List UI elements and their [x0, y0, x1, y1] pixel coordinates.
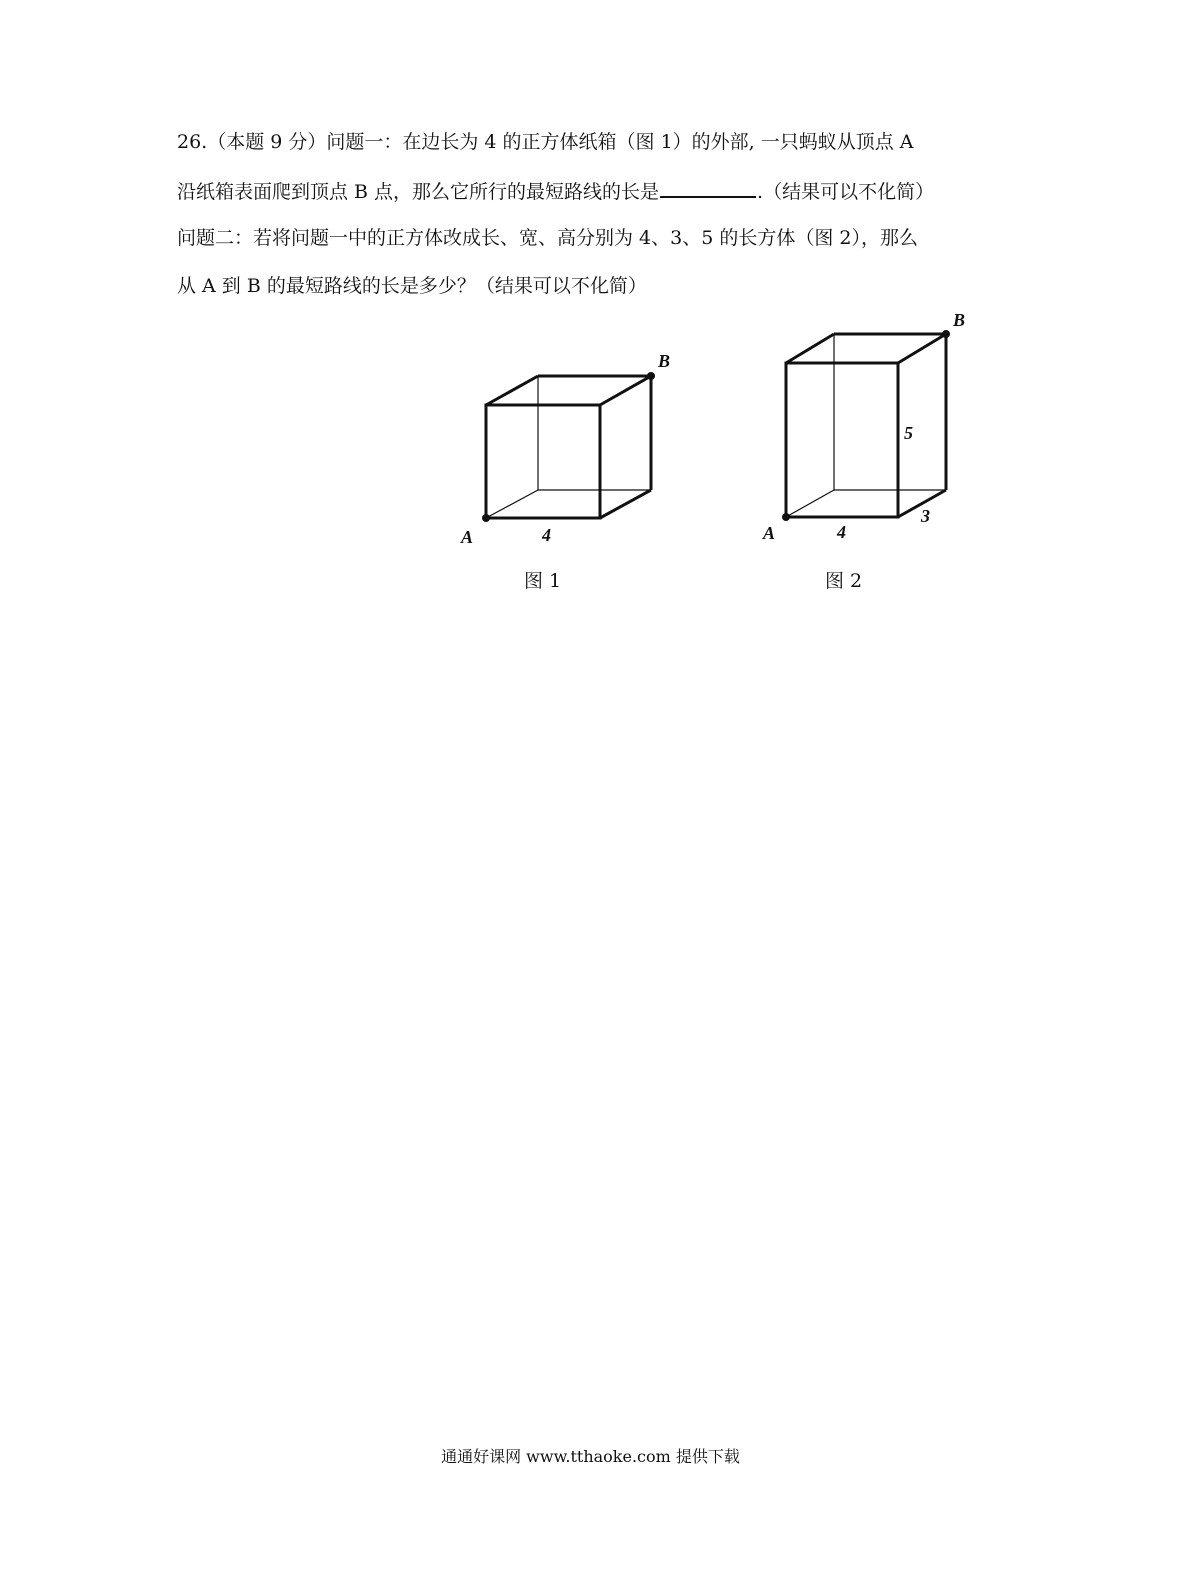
- figure-1-caption: 图 1: [524, 570, 562, 592]
- problem-line-2-start: 沿纸箱表面爬到顶点 B 点，那么它所行的最短路线的长是: [177, 181, 660, 203]
- problem-line-2-end: .（结果可以不化简）: [757, 181, 935, 203]
- problem-line-4: 从 A 到 B 的最短路线的长是多少？（结果可以不化简）: [177, 275, 647, 297]
- figure-1-vertex-a: A: [461, 527, 474, 547]
- figure-2-vertex-b: B: [953, 310, 966, 330]
- answer-blank[interactable]: [660, 178, 756, 198]
- figure-2-vertex-a: A: [763, 523, 776, 543]
- figure-2-height-label: 5: [904, 423, 913, 443]
- problem-line-2: [177, 178, 934, 204]
- figure-1-edge-label: 4: [542, 525, 551, 545]
- figure-1-cube: [450, 350, 690, 550]
- figure-2-width-label: 3: [921, 506, 930, 526]
- page-footer: 通通好课网 www.tthaoke.com 提供下载: [441, 1447, 740, 1466]
- figure-2-length-label: 4: [837, 522, 846, 542]
- problem-line-3: 问题二：若将问题一中的正方体改成长、宽、高分别为 4、3、5 的长方体（图 2），那么: [177, 227, 918, 249]
- problem-line-1: 26.（本题 9 分）问题一：在边长为 4 的正方体纸箱（图 1）的外部, 一只蚂蚁从顶点 A: [177, 131, 914, 153]
- figure-2-box: [750, 308, 990, 548]
- figure-1-vertex-b: B: [658, 351, 671, 371]
- figure-2-caption: 图 2: [825, 570, 863, 592]
